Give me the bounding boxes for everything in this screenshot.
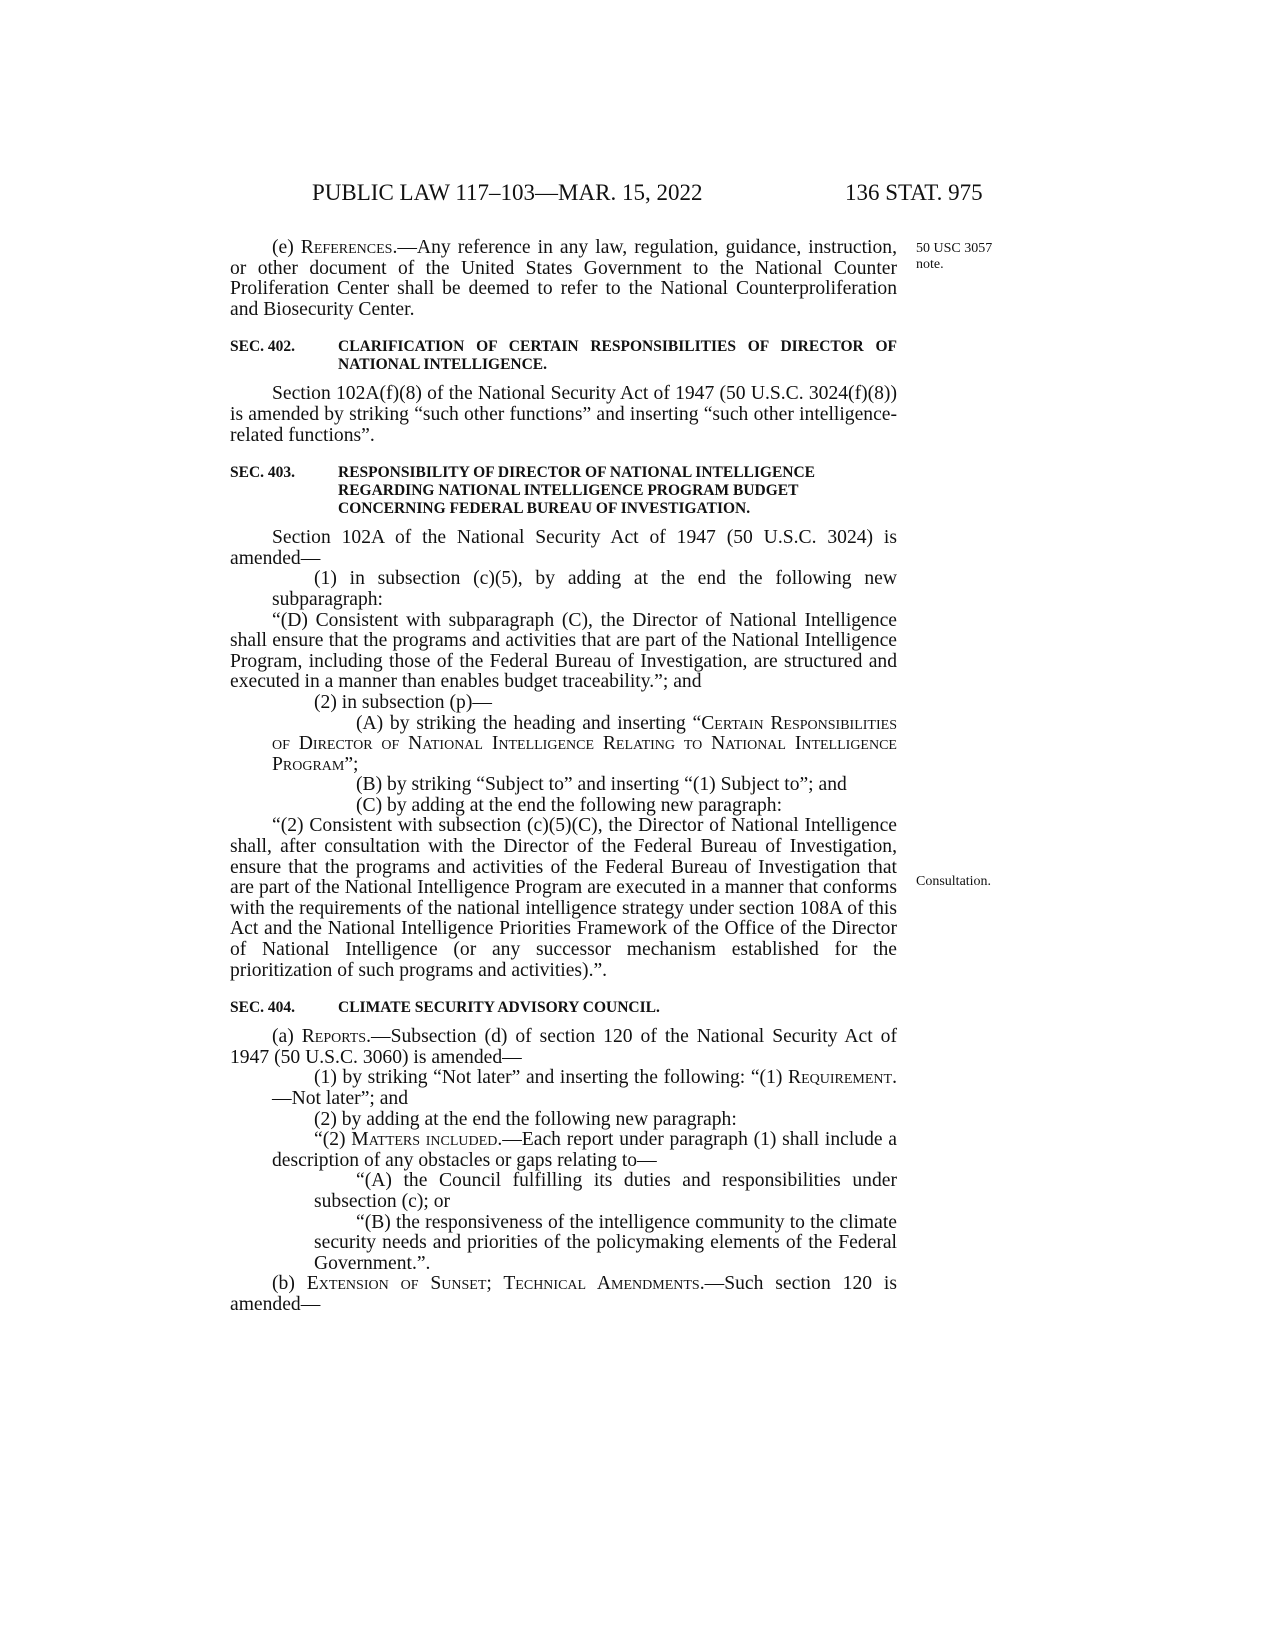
subsection-b-text: .—Such section 120 is amended—	[230, 1273, 897, 1315]
section-403-number: SEC. 403.	[230, 464, 296, 482]
margin-note-consultation: Consultation.	[916, 874, 992, 889]
section-402-number: SEC. 402.	[230, 338, 296, 356]
section-404-quoted-paragraph-2	[230, 1130, 897, 1171]
section-404-item-1	[230, 1068, 897, 1109]
section-402-heading	[230, 338, 897, 374]
subsection-a-heading: Reports	[301, 1026, 367, 1048]
section-404-subsection-a	[230, 1027, 897, 1068]
item-2a-inserted-heading: Certain Responsibilities of Director of National Intelligence Relating to National Intelligence Program	[272, 712, 897, 775]
section-403-heading	[230, 464, 897, 518]
paragraph-e-text: .—Any reference in any law, regulation, guidance, instruction, or other document of the United States Government to the National Counter Proliferation Center shall be deemed to refer to the National Counterproliferation and Biosecurity Center.	[230, 237, 897, 320]
section-403-item-2a	[230, 714, 897, 776]
section-403-item-2b: (B) by striking “Subject to” and inserting “(1) Subject to”; and	[356, 774, 847, 796]
statute-page-number: 136 STAT. 975	[845, 180, 983, 205]
document-body	[230, 238, 897, 1316]
item-a1-heading: Requirement	[788, 1067, 893, 1089]
section-404-item-2: (2) by adding at the end the following new paragraph:	[314, 1108, 737, 1130]
item-2a-suffix: ”;	[344, 753, 359, 775]
quoted-paragraph-2-prefix: “(2)	[314, 1129, 352, 1151]
section-404-quoted-subparagraph-a: “(A) the Council fulfilling its duties and responsibilities under subsection (c); or	[314, 1170, 897, 1212]
quoted-paragraph-2-heading: Matters included	[351, 1129, 498, 1151]
subsection-b-heading: Extension of Sunset; Technical Amendments	[306, 1273, 700, 1295]
quoted-paragraph-2-text: .—Each report under paragraph (1) shall include a description of any obstacles or gaps relating to—	[272, 1129, 897, 1171]
section-404-title: CLIMATE SECURITY ADVISORY COUNCIL.	[338, 999, 660, 1017]
section-403-intro: Section 102A of the National Security Act of 1947 (50 U.S.C. 3024) is amended—	[230, 527, 897, 569]
margin-note-usc	[916, 241, 992, 273]
section-404-quoted-subparagraph-b: “(B) the responsiveness of the intelligence community to the climate security needs and priorities of the policymaking elements of the Federal Government.”.	[314, 1211, 897, 1274]
section-403-item-2: (2) in subsection (p)—	[314, 691, 492, 713]
section-403-quoted-paragraph-2: “(2) Consistent with subsection (c)(5)(C), the Director of National Intelligence shall, after consultation with the Director of the Federal Bureau of Investigation, ensure that the programs and activities of the Federal Bureau of Investigation that are part of the National Intelligence Program are executed in a manner that conforms with the requirements of the national intelligence strategy under section 108A of this Act and the National Intelligence Priorities Framework of the Office of the Director of National Intelligence (or any successor mechanism established for the prioritization of such programs and activities).”.	[230, 815, 897, 981]
item-2a-prefix: (A) by striking the heading and inserting “	[356, 712, 702, 734]
subsection-a-text: .—Subsection (d) of section 120 of the National Security Act of 1947 (50 U.S.C. 3060) is amended—	[230, 1026, 897, 1068]
paragraph-e-references	[230, 238, 897, 320]
section-403-item-2c: (C) by adding at the end the following new paragraph:	[356, 794, 783, 816]
section-403-quoted-subparagraph-d: “(D) Consistent with subparagraph (C), the Director of National Intelligence shall ensure that the programs and activities that are part of the National Intelligence Program, including those of the Federal Bureau of Investigation, are structured and executed in a manner than enables budget traceability.”; and	[230, 609, 897, 693]
section-404-number: SEC. 404.	[230, 999, 296, 1017]
paragraph-e-prefix: (e)	[272, 237, 301, 258]
section-402-text: Section 102A(f)(8) of the National Security Act of 1947 (50 U.S.C. 3024(f)(8)) is amended by striking “such other functions” and inserting “such other intelligence-related functions”.	[230, 383, 897, 446]
paragraph-e-heading: References	[300, 237, 393, 258]
section-404-heading	[230, 999, 897, 1017]
subsection-a-prefix: (a)	[272, 1026, 302, 1048]
running-header-title: PUBLIC LAW 117–103—MAR. 15, 2022	[312, 180, 703, 205]
section-403-item-1: (1) in subsection (c)(5), by adding at the end the following new subparagraph:	[272, 568, 897, 610]
item-a1-prefix: (1) by striking “Not later” and inserting the following: “(1)	[314, 1067, 789, 1089]
section-403-title: RESPONSIBILITY OF DIRECTOR OF NATIONAL INTELLIGENCE REGARDING NATIONAL INTELLIGENCE PROGRAM BUDGET CONCERNING FEDERAL BUREAU OF INVESTIGATION.	[338, 464, 816, 518]
section-404-subsection-b	[230, 1274, 897, 1315]
item-a1-suffix: .—Not later”; and	[272, 1067, 897, 1109]
margin-note-usc-note: note.	[916, 257, 944, 272]
section-402-title: CLARIFICATION OF CERTAIN RESPONSIBILITIES OF DIRECTOR OF NATIONAL INTELLIGENCE.	[338, 338, 897, 374]
subsection-b-prefix: (b)	[272, 1273, 307, 1295]
margin-note-usc-citation: 50 USC 3057	[916, 241, 993, 256]
